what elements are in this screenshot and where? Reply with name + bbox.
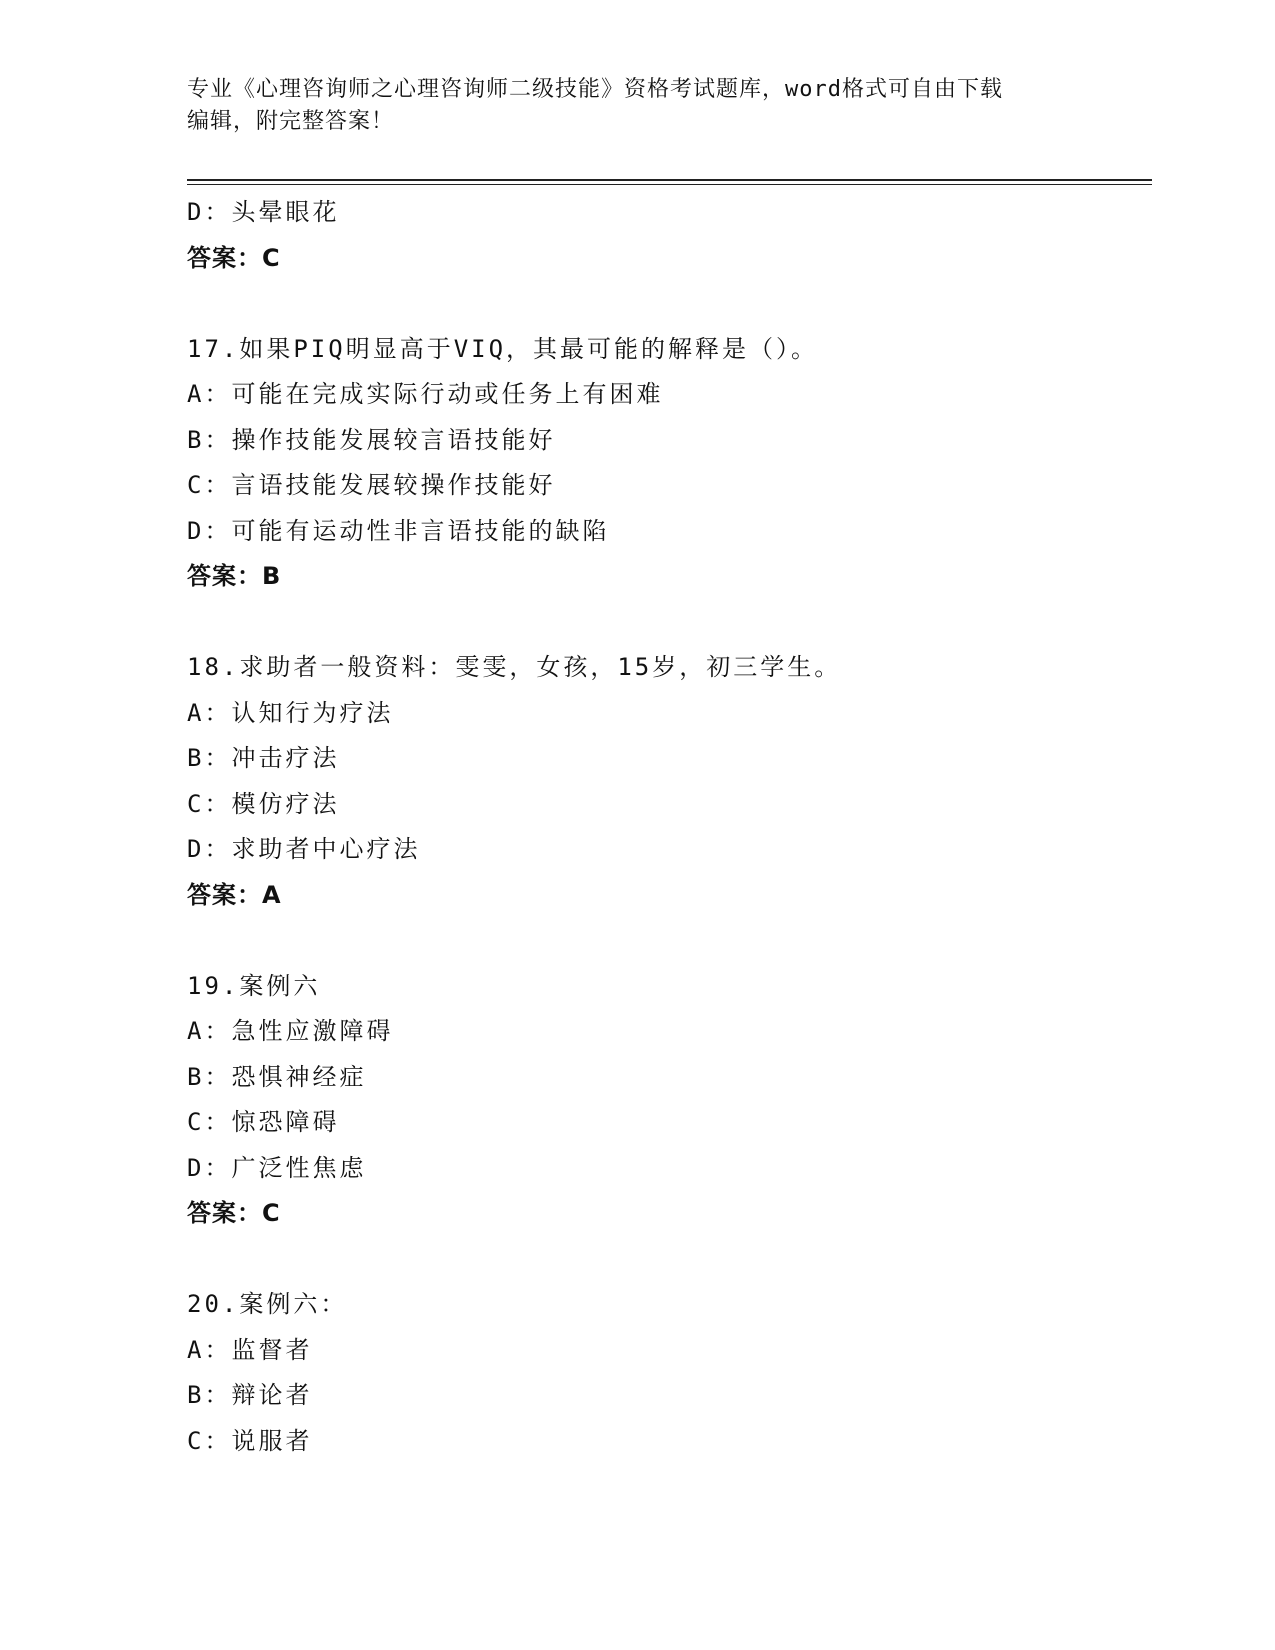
question-18: [187, 645, 1147, 918]
header-rule-thin: [187, 184, 1152, 185]
question-20: [187, 1282, 1147, 1464]
answer-line: 答案：A: [187, 880, 282, 909]
spacer: [187, 600, 1147, 646]
answer-line: 答案：C: [187, 1199, 281, 1227]
option-c: C：说服者: [187, 1426, 313, 1455]
option-b: B：辩论者: [187, 1381, 313, 1409]
option-a: A：可能在完成实际行动或任务上有困难: [187, 380, 664, 408]
option-c: C：言语技能发展较操作技能好: [187, 471, 556, 499]
option-a: A：认知行为疗法: [187, 698, 394, 727]
option-d: D：可能有运动性非言语技能的缺陷: [187, 516, 610, 545]
option-d: D：头晕眼花: [187, 198, 340, 226]
option-b: B：冲击疗法: [187, 744, 340, 772]
answer-line: 答案：C: [187, 243, 281, 272]
question-stem: 20.案例六：: [187, 1290, 348, 1318]
answer-line: 答案：B: [187, 562, 282, 590]
question-16-continuation: [187, 190, 1147, 281]
spacer: [187, 281, 1147, 327]
question-stem: 19.案例六: [187, 971, 321, 1000]
option-a: A：监督者: [187, 1335, 313, 1364]
spacer: [187, 918, 1147, 964]
question-17: [187, 327, 1147, 600]
option-d: D：广泛性焦虑: [187, 1153, 367, 1182]
question-list: [187, 190, 1147, 1464]
spacer: [187, 1237, 1147, 1283]
option-d: D：求助者中心疗法: [187, 835, 421, 863]
question-stem: 17.如果PIQ明显高于VIQ，其最可能的解释是（）。: [187, 334, 819, 363]
header-line-1: 专业《心理咨询师之心理咨询师二级技能》资格考试题库，word格式可自由下载: [187, 77, 1003, 102]
document-header: [187, 74, 1087, 138]
option-c: C：惊恐障碍: [187, 1108, 340, 1136]
option-a: A：急性应激障碍: [187, 1017, 394, 1045]
question-19: [187, 964, 1147, 1237]
question-stem: 18.求助者一般资料：雯雯，女孩，15岁，初三学生。: [187, 653, 842, 681]
option-b: B：恐惧神经症: [187, 1062, 367, 1091]
option-c: C：模仿疗法: [187, 789, 340, 818]
option-b: B：操作技能发展较言语技能好: [187, 425, 556, 454]
header-rule-thick: [187, 179, 1152, 181]
header-line-2: 编辑，附完整答案！: [187, 109, 395, 134]
